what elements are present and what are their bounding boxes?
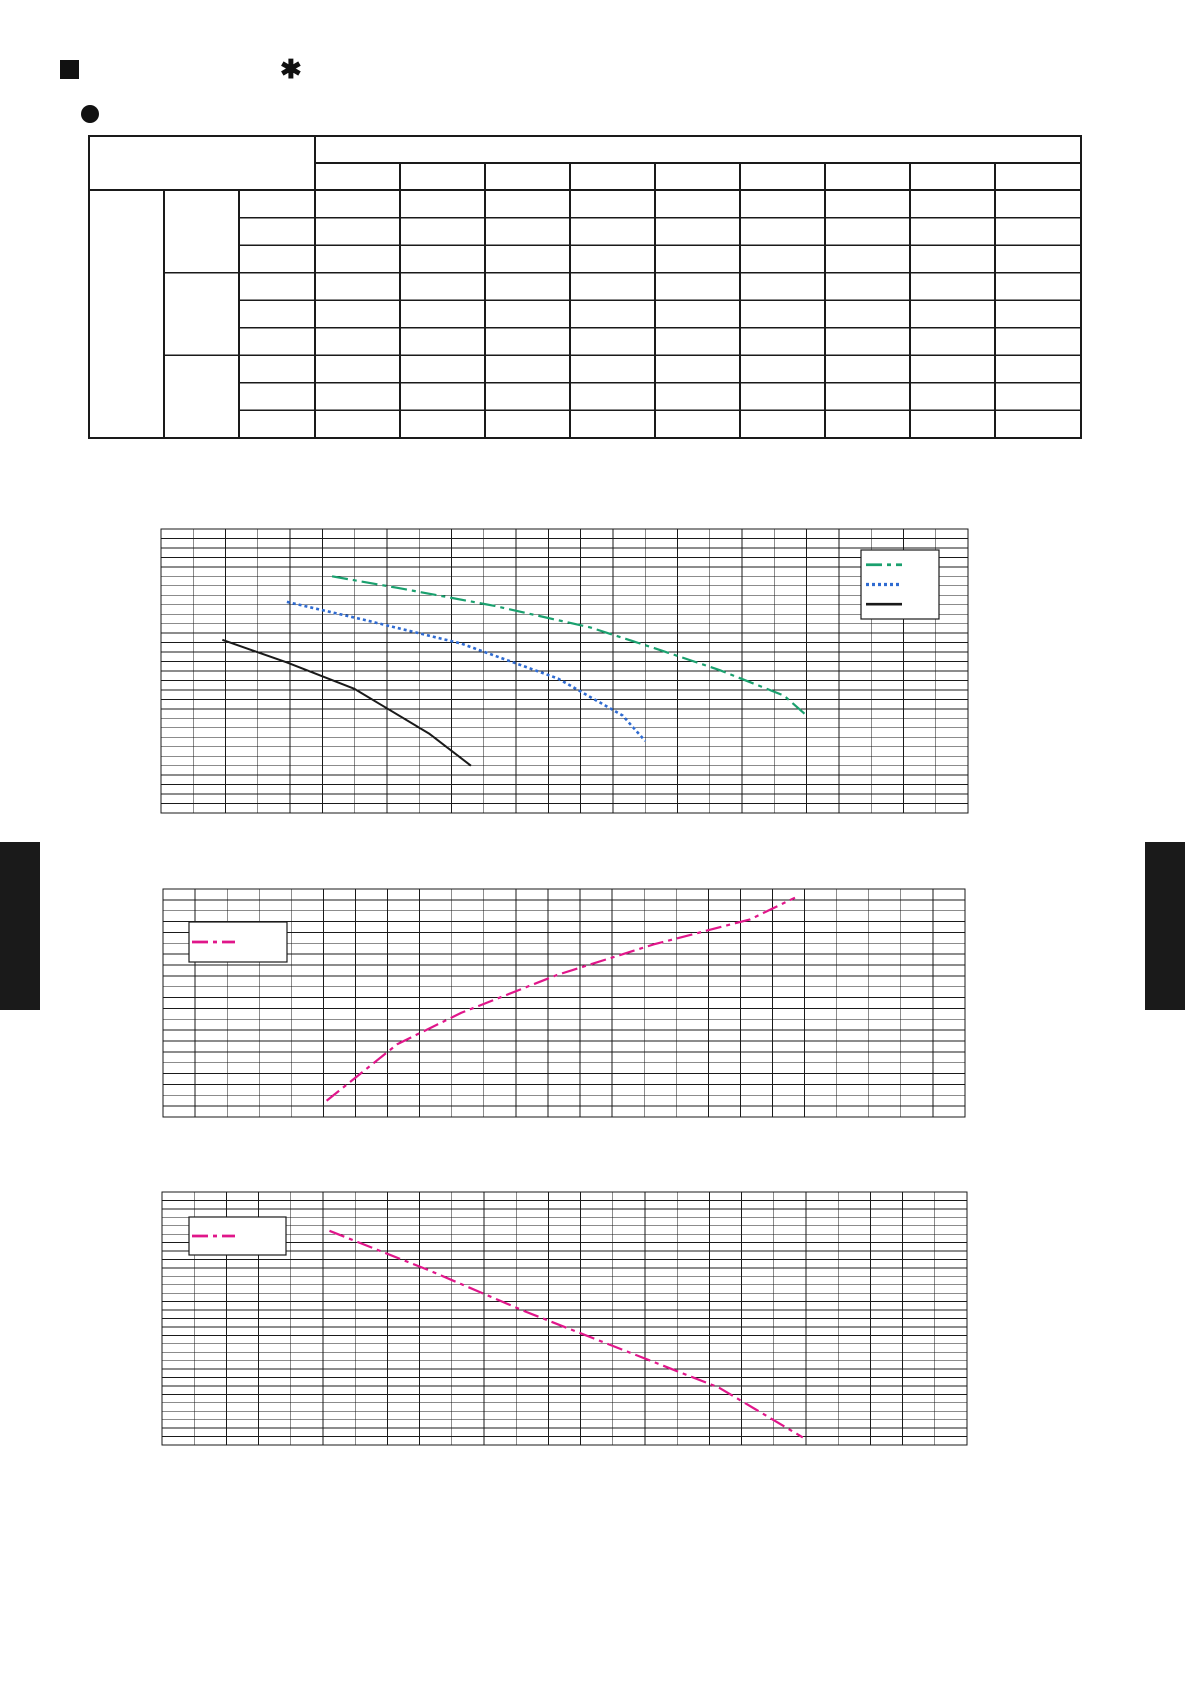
series-line-dash-dot [329, 1231, 802, 1438]
chart-2-group [163, 889, 965, 1117]
asterisk-mark: ✱ [280, 54, 302, 84]
chart-3-group [162, 1192, 967, 1445]
series-line-dash-dot [332, 576, 807, 715]
chart-1-legend [861, 550, 939, 619]
series-line-dotted [287, 602, 645, 741]
chart-1-group [161, 529, 968, 813]
chart-2-legend [189, 922, 287, 962]
side-tab-right [1145, 842, 1185, 1010]
chart-1-grid [161, 529, 968, 813]
chart-3-legend [189, 1217, 286, 1255]
side-tab-left [0, 842, 40, 1010]
series-line-dash-dot [327, 898, 795, 1101]
